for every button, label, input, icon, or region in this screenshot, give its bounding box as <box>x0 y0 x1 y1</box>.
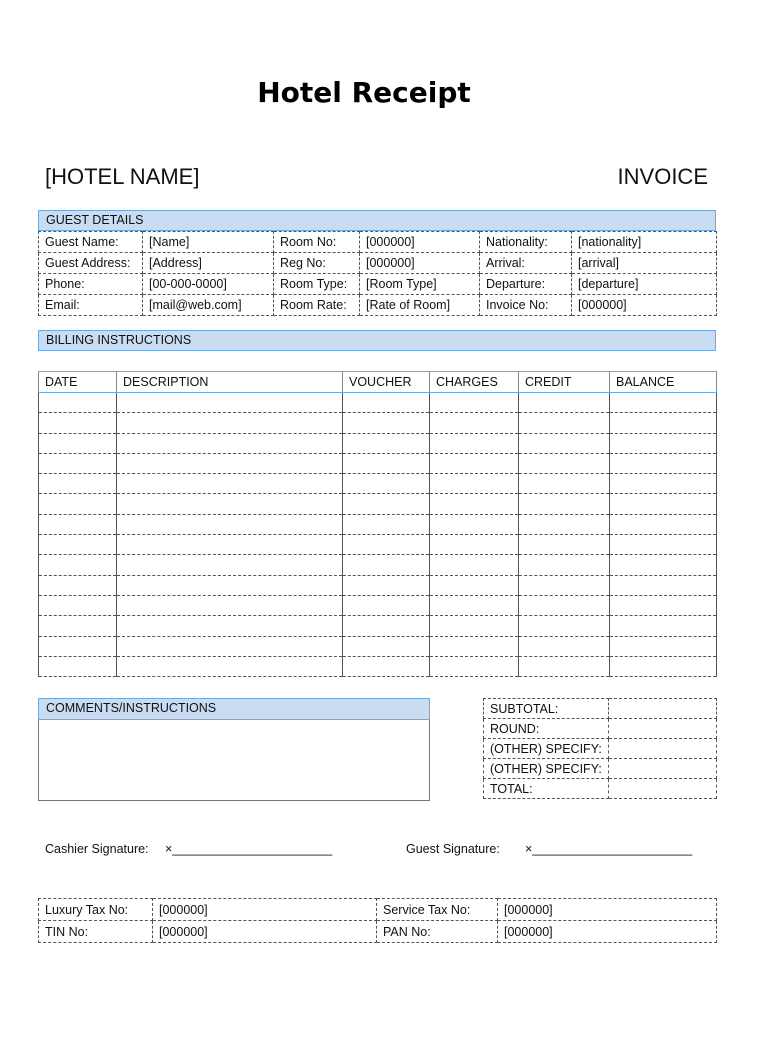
comments-textarea[interactable] <box>38 720 430 801</box>
field-label: Guest Address: <box>39 253 143 274</box>
billing-cell-date[interactable] <box>39 616 117 636</box>
guest-signature-line[interactable]: ×_______________________ <box>525 842 693 856</box>
billing-cell-voucher[interactable] <box>343 413 430 433</box>
billing-cell-balance[interactable] <box>610 575 717 595</box>
other-specify-label: (OTHER) SPECIFY: <box>484 759 609 779</box>
field-value[interactable]: [departure] <box>572 274 717 295</box>
billing-cell-date[interactable] <box>39 453 117 473</box>
billing-cell-description[interactable] <box>117 413 343 433</box>
billing-cell-date[interactable] <box>39 595 117 615</box>
billing-cell-balance[interactable] <box>610 636 717 656</box>
billing-cell-voucher[interactable] <box>343 453 430 473</box>
billing-cell-date[interactable] <box>39 514 117 534</box>
round-label: ROUND: <box>484 719 609 739</box>
billing-cell-balance[interactable] <box>610 535 717 555</box>
billing-header-row <box>39 372 717 393</box>
billing-rows <box>39 393 717 677</box>
billing-cell-charges[interactable] <box>430 636 519 656</box>
billing-cell-balance[interactable] <box>610 555 717 575</box>
subtotal-label: SUBTOTAL: <box>484 699 609 719</box>
billing-cell-balance[interactable] <box>610 433 717 453</box>
guest-details-row <box>39 232 717 253</box>
billing-cell-credit[interactable] <box>519 494 610 514</box>
field-label: Phone: <box>39 274 143 295</box>
column-header-balance: BALANCE <box>610 372 717 393</box>
guest-details-row <box>39 295 717 316</box>
billing-cell-description[interactable] <box>117 514 343 534</box>
billing-cell-balance[interactable] <box>610 514 717 534</box>
billing-cell-balance[interactable] <box>610 413 717 433</box>
billing-cell-date[interactable] <box>39 636 117 656</box>
field-label: Invoice No: <box>480 295 572 316</box>
billing-cell-voucher[interactable] <box>343 393 430 413</box>
billing-cell-description[interactable] <box>117 636 343 656</box>
column-header-credit: CREDIT <box>519 372 610 393</box>
tin-label: TIN No: <box>39 921 153 943</box>
billing-cell-voucher[interactable] <box>343 595 430 615</box>
billing-row <box>39 636 717 656</box>
billing-cell-credit[interactable] <box>519 514 610 534</box>
tin-value[interactable]: [000000] <box>153 921 377 943</box>
field-value[interactable]: [Room Type] <box>360 274 480 295</box>
field-value[interactable]: [000000] <box>360 232 480 253</box>
field-value[interactable]: [000000] <box>360 253 480 274</box>
billing-row <box>39 413 717 433</box>
billing-cell-voucher[interactable] <box>343 514 430 534</box>
billing-cell-credit[interactable] <box>519 616 610 636</box>
billing-cell-balance[interactable] <box>610 494 717 514</box>
field-value[interactable]: [00-000-0000] <box>143 274 274 295</box>
round-value[interactable] <box>609 719 717 739</box>
billing-cell-charges[interactable] <box>430 656 519 676</box>
column-header-charges: CHARGES <box>430 372 519 393</box>
billing-cell-credit[interactable] <box>519 393 610 413</box>
totals-row <box>484 739 717 759</box>
field-value[interactable]: [Address] <box>143 253 274 274</box>
comments-heading: COMMENTS/INSTRUCTIONS <box>38 698 430 720</box>
field-label: Room Type: <box>274 274 360 295</box>
billing-table <box>38 371 717 677</box>
guest-details-row <box>39 253 717 274</box>
billing-cell-credit[interactable] <box>519 575 610 595</box>
billing-cell-credit[interactable] <box>519 413 610 433</box>
billing-row <box>39 433 717 453</box>
billing-cell-balance[interactable] <box>610 656 717 676</box>
total-label: TOTAL: <box>484 779 609 799</box>
billing-row <box>39 494 717 514</box>
billing-cell-description[interactable] <box>117 433 343 453</box>
field-value[interactable]: [Name] <box>143 232 274 253</box>
column-header-date: DATE <box>39 372 117 393</box>
billing-cell-balance[interactable] <box>610 474 717 494</box>
luxury-tax-value[interactable]: [000000] <box>153 899 377 921</box>
billing-cell-voucher[interactable] <box>343 555 430 575</box>
billing-cell-date[interactable] <box>39 433 117 453</box>
billing-cell-date[interactable] <box>39 656 117 676</box>
pan-value[interactable]: [000000] <box>498 921 717 943</box>
column-header-description: DESCRIPTION <box>117 372 343 393</box>
field-label: Arrival: <box>480 253 572 274</box>
billing-cell-balance[interactable] <box>610 616 717 636</box>
billing-cell-credit[interactable] <box>519 433 610 453</box>
billing-cell-balance[interactable] <box>610 595 717 615</box>
totals-row <box>484 759 717 779</box>
field-label: Email: <box>39 295 143 316</box>
billing-cell-charges[interactable] <box>430 474 519 494</box>
billing-row <box>39 575 717 595</box>
billing-row <box>39 453 717 473</box>
other-specify-value[interactable] <box>609 759 717 779</box>
page-title: Hotel Receipt <box>257 76 471 109</box>
billing-cell-credit[interactable] <box>519 535 610 555</box>
billing-cell-date[interactable] <box>39 474 117 494</box>
billing-cell-credit[interactable] <box>519 474 610 494</box>
billing-row <box>39 616 717 636</box>
billing-cell-date[interactable] <box>39 393 117 413</box>
other-specify-label: (OTHER) SPECIFY: <box>484 739 609 759</box>
totals-row <box>484 719 717 739</box>
field-value[interactable]: [mail@web.com] <box>143 295 274 316</box>
column-header-voucher: VOUCHER <box>343 372 430 393</box>
billing-cell-voucher[interactable] <box>343 656 430 676</box>
billing-cell-balance[interactable] <box>610 453 717 473</box>
billing-cell-charges[interactable] <box>430 413 519 433</box>
subtotal-value[interactable] <box>609 699 717 719</box>
billing-row <box>39 514 717 534</box>
billing-instructions-heading: BILLING INSTRUCTIONS <box>38 330 716 351</box>
billing-cell-credit[interactable] <box>519 656 610 676</box>
guest-details-table <box>38 231 717 316</box>
billing-cell-credit[interactable] <box>519 636 610 656</box>
billing-cell-description[interactable] <box>117 555 343 575</box>
billing-cell-description[interactable] <box>117 656 343 676</box>
billing-cell-description[interactable] <box>117 393 343 413</box>
tax-row <box>39 899 717 921</box>
billing-cell-credit[interactable] <box>519 595 610 615</box>
billing-cell-date[interactable] <box>39 575 117 595</box>
billing-cell-date[interactable] <box>39 494 117 514</box>
billing-row <box>39 393 717 413</box>
pan-label: PAN No: <box>377 921 498 943</box>
billing-cell-description[interactable] <box>117 616 343 636</box>
tax-table <box>38 898 717 943</box>
field-label: Guest Name: <box>39 232 143 253</box>
totals-table <box>483 698 717 799</box>
billing-cell-date[interactable] <box>39 555 117 575</box>
billing-cell-voucher[interactable] <box>343 575 430 595</box>
billing-cell-credit[interactable] <box>519 453 610 473</box>
billing-row <box>39 535 717 555</box>
billing-row <box>39 595 717 615</box>
field-label: Nationality: <box>480 232 572 253</box>
billing-cell-charges[interactable] <box>430 514 519 534</box>
billing-cell-voucher[interactable] <box>343 474 430 494</box>
billing-row <box>39 656 717 676</box>
guest-details-row <box>39 274 717 295</box>
tax-row <box>39 921 717 943</box>
field-value[interactable]: [Rate of Room] <box>360 295 480 316</box>
billing-cell-description[interactable] <box>117 595 343 615</box>
billing-cell-description[interactable] <box>117 453 343 473</box>
field-label: Departure: <box>480 274 572 295</box>
billing-row <box>39 474 717 494</box>
field-label: Room Rate: <box>274 295 360 316</box>
total-value[interactable] <box>609 779 717 799</box>
guest-details-heading: GUEST DETAILS <box>38 210 716 231</box>
billing-cell-charges[interactable] <box>430 595 519 615</box>
luxury-tax-label: Luxury Tax No: <box>39 899 153 921</box>
billing-row <box>39 555 717 575</box>
field-value[interactable]: [arrival] <box>572 253 717 274</box>
billing-cell-date[interactable] <box>39 535 117 555</box>
billing-cell-charges[interactable] <box>430 616 519 636</box>
cashier-signature-label: Cashier Signature: <box>45 842 149 856</box>
billing-cell-description[interactable] <box>117 494 343 514</box>
billing-cell-description[interactable] <box>117 575 343 595</box>
billing-cell-date[interactable] <box>39 413 117 433</box>
billing-cell-voucher[interactable] <box>343 535 430 555</box>
hotel-name: [HOTEL NAME] <box>45 164 200 189</box>
cashier-signature-line[interactable]: ×_______________________ <box>165 842 333 856</box>
billing-cell-charges[interactable] <box>430 575 519 595</box>
billing-cell-balance[interactable] <box>610 393 717 413</box>
field-value[interactable]: [nationality] <box>572 232 717 253</box>
billing-cell-description[interactable] <box>117 535 343 555</box>
billing-cell-credit[interactable] <box>519 555 610 575</box>
billing-cell-charges[interactable] <box>430 535 519 555</box>
billing-cell-voucher[interactable] <box>343 616 430 636</box>
billing-cell-charges[interactable] <box>430 555 519 575</box>
billing-cell-voucher[interactable] <box>343 433 430 453</box>
billing-cell-voucher[interactable] <box>343 494 430 514</box>
invoice-label: INVOICE <box>617 164 708 189</box>
billing-cell-charges[interactable] <box>430 433 519 453</box>
billing-cell-charges[interactable] <box>430 453 519 473</box>
service-tax-label: Service Tax No: <box>377 899 498 921</box>
totals-row <box>484 779 717 799</box>
service-tax-value[interactable]: [000000] <box>498 899 717 921</box>
billing-cell-voucher[interactable] <box>343 636 430 656</box>
field-value[interactable]: [000000] <box>572 295 717 316</box>
guest-signature-label: Guest Signature: <box>406 842 500 856</box>
field-label: Reg No: <box>274 253 360 274</box>
billing-cell-charges[interactable] <box>430 393 519 413</box>
totals-row <box>484 699 717 719</box>
billing-cell-description[interactable] <box>117 474 343 494</box>
field-label: Room No: <box>274 232 360 253</box>
billing-cell-charges[interactable] <box>430 494 519 514</box>
other-specify-value[interactable] <box>609 739 717 759</box>
